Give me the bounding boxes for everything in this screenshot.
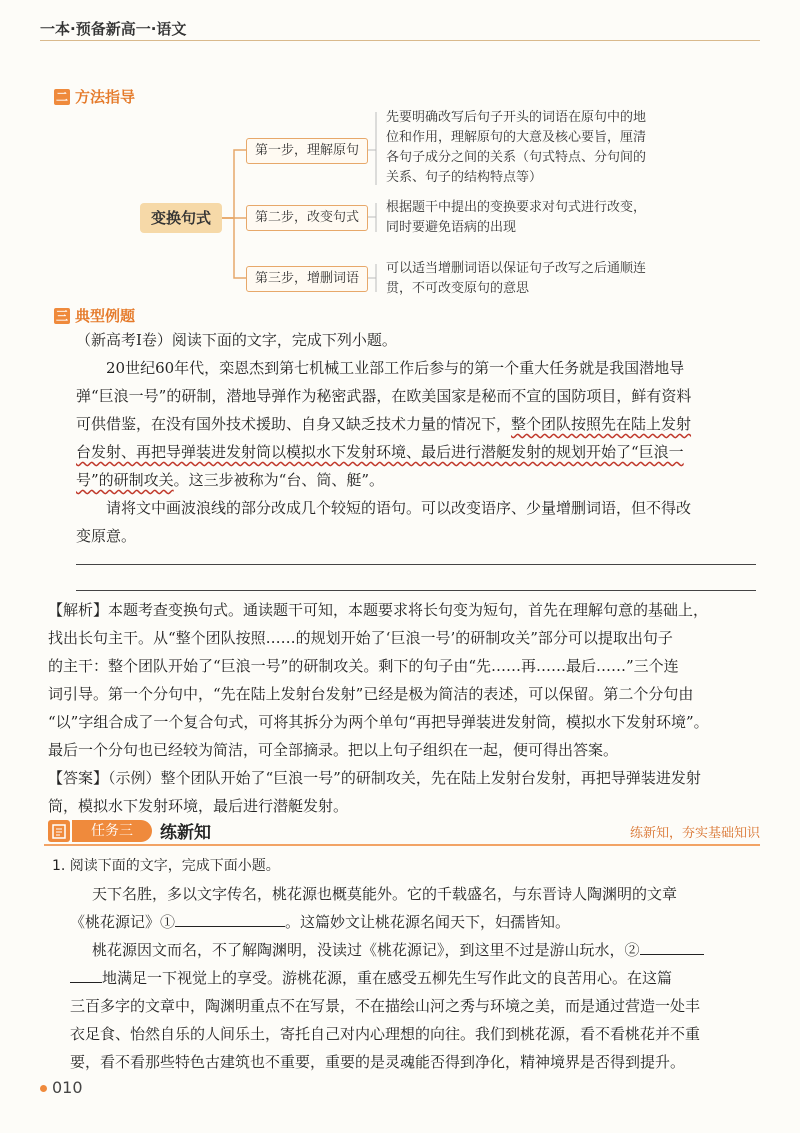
step-2-description — [386, 198, 646, 238]
exercise-line — [52, 964, 760, 992]
answer-text: （示例）整个团队开始了“巨浪一号”的研制攻关，先在陆上发射台发射，再把导弹装进发射 — [108, 769, 701, 787]
section-title: 典型例题 — [75, 307, 136, 325]
desc-line: 先要明确改写后句子开头的词语在原句中的地 — [386, 110, 647, 125]
desc-line: 各句子成分之间的关系（句式特点、分句间的 — [386, 150, 647, 165]
answer-line: 筒，模拟水下发射环境，最后进行潜艇发射。 — [48, 797, 349, 815]
analysis-line: 找出长句主干。从“整个团队按照……的规划开始了‘巨浪一号’的研制攻关”部分可以提取出句子 — [48, 629, 673, 647]
desc-line: 可以适当增删词语以保证句子改写之后通顺连 — [386, 261, 647, 276]
page-number — [40, 1078, 83, 1097]
exercise-line: 天下名胜，多以文字传名，桃花源也概莫能外。它的千载盛名，与东晋诗人陶渊明的文章 — [92, 885, 678, 903]
step-1-description — [386, 108, 646, 188]
passage-text: 。这三步被称为“台、筒、艇”。 — [173, 471, 385, 489]
exercise-line — [52, 908, 760, 936]
analysis-line: 最后一个分句也已经较为简洁，可全部摘录。把以上句子组织在一起，便可得出答案。 — [48, 741, 619, 759]
analysis-line: “以”字组合成了一个复合句式，可将其拆分为两个单句“再把导弹装进发射筒，模拟水下发射环境”。 — [48, 713, 709, 731]
section-heading-example — [54, 305, 135, 326]
exercise-block — [52, 852, 760, 1076]
exercise-line: 三百多字的文章中，陶渊明重点不在写景，不在描绘山河之秀与环境之美，而是通过营造一处丰 — [70, 997, 701, 1015]
blank-1[interactable] — [175, 908, 285, 927]
answer-tag: 【答案】 — [48, 769, 109, 787]
task-underline — [44, 844, 760, 846]
connector-step1 — [222, 150, 246, 218]
desc-line: 根据题干中提出的变换要求对句式进行改变， — [386, 200, 647, 215]
example-intro: （新高考Ⅰ卷）阅读下面的文字，完成下列小题。 — [76, 331, 397, 349]
blank-2[interactable] — [640, 936, 704, 955]
analysis-block — [48, 596, 760, 820]
exercise-line: 衣足食、怡然自乐的人间乐土，寄托自己对内心理想的向往。我们到桃花源，看不看桃花并不重 — [70, 1025, 701, 1043]
notebook-icon — [48, 820, 70, 842]
passage-line: 弹“巨浪一号”的研制，潜地导弹作为秘密武器，在欧美国家是秘而不宣的国防项目，鲜有资料 — [76, 387, 692, 405]
section-number-badge: 二 — [55, 89, 68, 104]
example-passage — [76, 326, 756, 550]
task-subtitle: 练新知，夯实基础知识 — [629, 826, 760, 841]
analysis-line: 词引导。第一个分句中，“先在陆上发射台发射”已经是极为简洁的表述，可以保留。第二个分句由 — [48, 685, 694, 703]
exercise-text: 《桃花源记》① — [70, 913, 176, 931]
passage-line — [76, 466, 756, 494]
desc-line: 关系、句子的结构特点等） — [386, 170, 543, 185]
answer-line — [48, 764, 760, 792]
exercise-text: 桃花源因文而名，不了解陶渊明，没读过《桃花源记》，到这里不过是游山玩水，② — [92, 941, 640, 959]
wavy-underlined-text: 整个团队按照先在陆上发射 — [511, 415, 692, 433]
exercise-text: 。这篇妙文让桃花源名闻天下，妇孺皆知。 — [285, 913, 571, 931]
answer-line-1[interactable] — [76, 564, 756, 565]
section-title: 方法指导 — [75, 88, 136, 106]
task-title: 练新知 — [160, 823, 211, 843]
desc-line: 同时要避免语病的出现 — [386, 220, 517, 235]
wavy-underlined-text: 号”的研制攻关 — [76, 471, 174, 489]
wavy-underlined-line: 台发射、再把导弹装进发射筒以模拟水下发射环境、最后进行潜艇发射的规划开始了“巨浪一 — [76, 443, 684, 461]
page-number-text: 010 — [52, 1078, 83, 1097]
passage-line: 20世纪60年代，栾恩杰到第七机械工业部工作后参与的第一个重大任务就是我国潜地导 — [106, 359, 685, 377]
analysis-line: 的主干：整个团队开始了“巨浪一号”的研制攻关。剩下的句子由“先……再……最后……”三个连 — [48, 657, 679, 675]
mindmap-center-node: 变换句式 — [140, 203, 222, 233]
analysis-line — [48, 596, 760, 624]
bracket-step2 — [367, 203, 376, 232]
mindmap-step-3: 第三步，增删词语 — [246, 266, 368, 292]
bullet-dot-icon — [40, 1085, 47, 1092]
mindmap-step-2: 第二步，改变句式 — [246, 205, 368, 231]
bracket-step1 — [367, 112, 376, 185]
mindmap-step-1: 第一步，理解原句 — [246, 138, 368, 164]
exercise-text: 地满足一下视觉上的享受。游桃花源，重在感受五柳先生写作此文的良苦用心。在这篇 — [102, 969, 673, 987]
bracket-step3 — [367, 264, 376, 292]
task-badge: 任务三 — [72, 820, 152, 842]
running-header: 一本·预备新高一·语文 — [40, 20, 187, 38]
exercise-line: 要，看不看那些特色古建筑也不重要，重要的是灵魂能否得到净化，精神境界是否得到提升。 — [70, 1053, 686, 1071]
answer-line-2[interactable] — [76, 590, 756, 591]
blank-2-continued[interactable] — [70, 964, 102, 983]
passage-text: 可供借鉴，在没有国外技术援助、自身又缺乏技术力量的情况下， — [76, 415, 512, 433]
analysis-tag: 【解析】 — [48, 601, 109, 619]
desc-line: 位和作用，理解原句的大意及核心要旨，厘清 — [386, 130, 647, 145]
question-line: 请将文中画波浪线的部分改成几个较短的语句。可以改变语序、少量增删词语，但不得改 — [106, 499, 692, 517]
analysis-text: 本题考查变换句式。通读题干可知，本题要求将长句变为短句，首先在理解句意的基础上， — [108, 601, 709, 619]
exercise-question: 1. 阅读下面的文字，完成下面小题。 — [52, 858, 280, 874]
connector-step3 — [222, 218, 246, 278]
passage-line — [76, 410, 756, 438]
desc-line: 贯，不可改变原句的意思 — [386, 281, 530, 296]
question-line: 变原意。 — [76, 527, 137, 545]
step-3-description — [386, 259, 646, 299]
section-number-badge: 三 — [55, 308, 68, 323]
exercise-line — [52, 936, 760, 964]
